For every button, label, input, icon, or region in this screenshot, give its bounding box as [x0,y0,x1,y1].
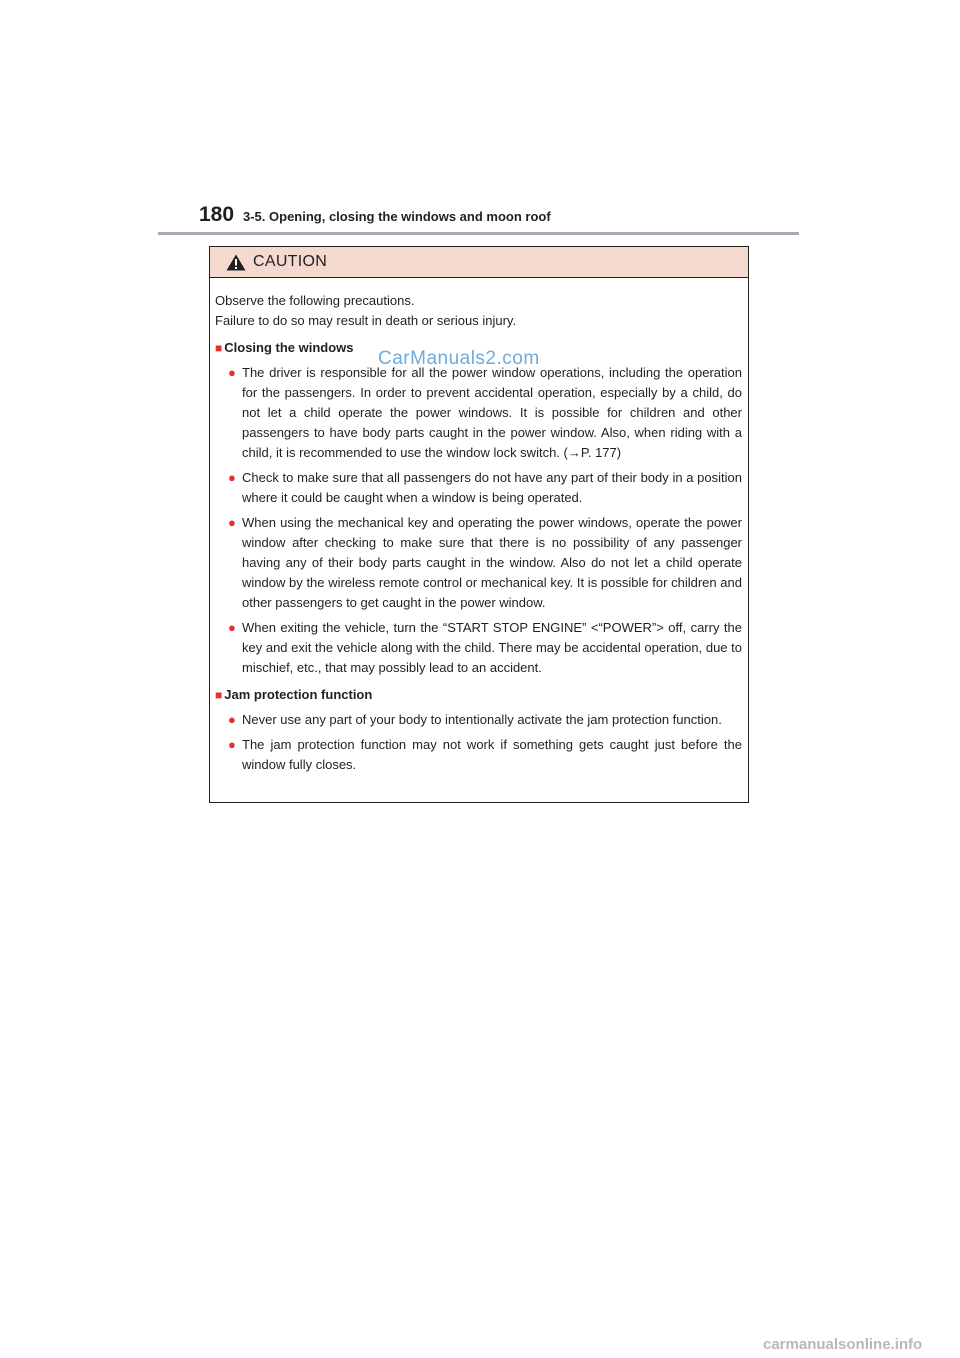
bullet-text: Never use any part of your body to intentionally activate the jam protection function. [242,712,722,727]
square-icon: ■ [215,341,223,355]
section-heading-label: Jam protection function [224,687,373,702]
caution-intro [215,291,742,331]
watermark-bottom[interactable]: carmanualsonline.info [763,1336,923,1353]
section-title: 3-5. Opening, closing the windows and moon roof [243,209,551,224]
caution-bullet [215,363,742,463]
bullet-dot-icon: ● [228,712,236,727]
caution-box [209,246,749,803]
bullet-dot-icon: ● [228,515,236,530]
intro-line: Observe the following precautions. [215,293,415,308]
page-number: 180 [199,203,235,226]
warning-triangle-icon [226,254,246,271]
header-rule [158,232,799,235]
caution-bullet [215,618,742,678]
caution-header [210,247,748,278]
intro-line: Failure to do so may result in death or serious injury. [215,313,517,328]
bullet-dot-icon: ● [228,620,236,635]
bullet-dot-icon: ● [228,737,236,752]
section-heading-jam-protection [215,685,742,705]
watermark-top[interactable]: CarManuals2.com [378,348,540,369]
bullet-dot-icon: ● [228,365,236,380]
bullet-text: When using the mechanical key and operating the power windows, operate the power window after checking to make sure that there is no possibility of any passenger having any of their body parts caught in the window. Also do not let a child operate window by the wireless remote control or mechanical key. It is possible for children and other passengers to get caught in the power window. [242,515,742,610]
bullet-dot-icon: ● [228,470,236,485]
bullet-text: When exiting the vehicle, turn the “START STOP ENGINE” <“POWER”> off, carry the key and exit the vehicle along with the child. There may be accidental operation, due to mischief, etc., that may possibly lead to an accident. [242,620,742,675]
caution-bullet [215,735,742,775]
bullet-text: Check to make sure that all passengers do not have any part of their body in a position where it could be caught when a window is being operated. [242,470,742,505]
caution-bullet [215,468,742,508]
caution-bullet [215,513,742,613]
bullet-text: The jam protection function may not work if something gets caught just before the window fully closes. [242,737,742,772]
square-icon: ■ [215,688,223,702]
caution-bullet [215,710,742,730]
caution-title: CAUTION [253,253,328,270]
section-heading-label: Closing the windows [224,340,354,355]
bullet-text: The driver is responsible for all the power window operations, including the operation for the passengers. In order to prevent accidental operation, especially by a child, do not let a child operate the power windows. It is possible for children and other passengers to have body parts caught in the power window. Also, when riding with a child, it is recommended to use the window lock switch. (→P. 177) [242,365,742,460]
